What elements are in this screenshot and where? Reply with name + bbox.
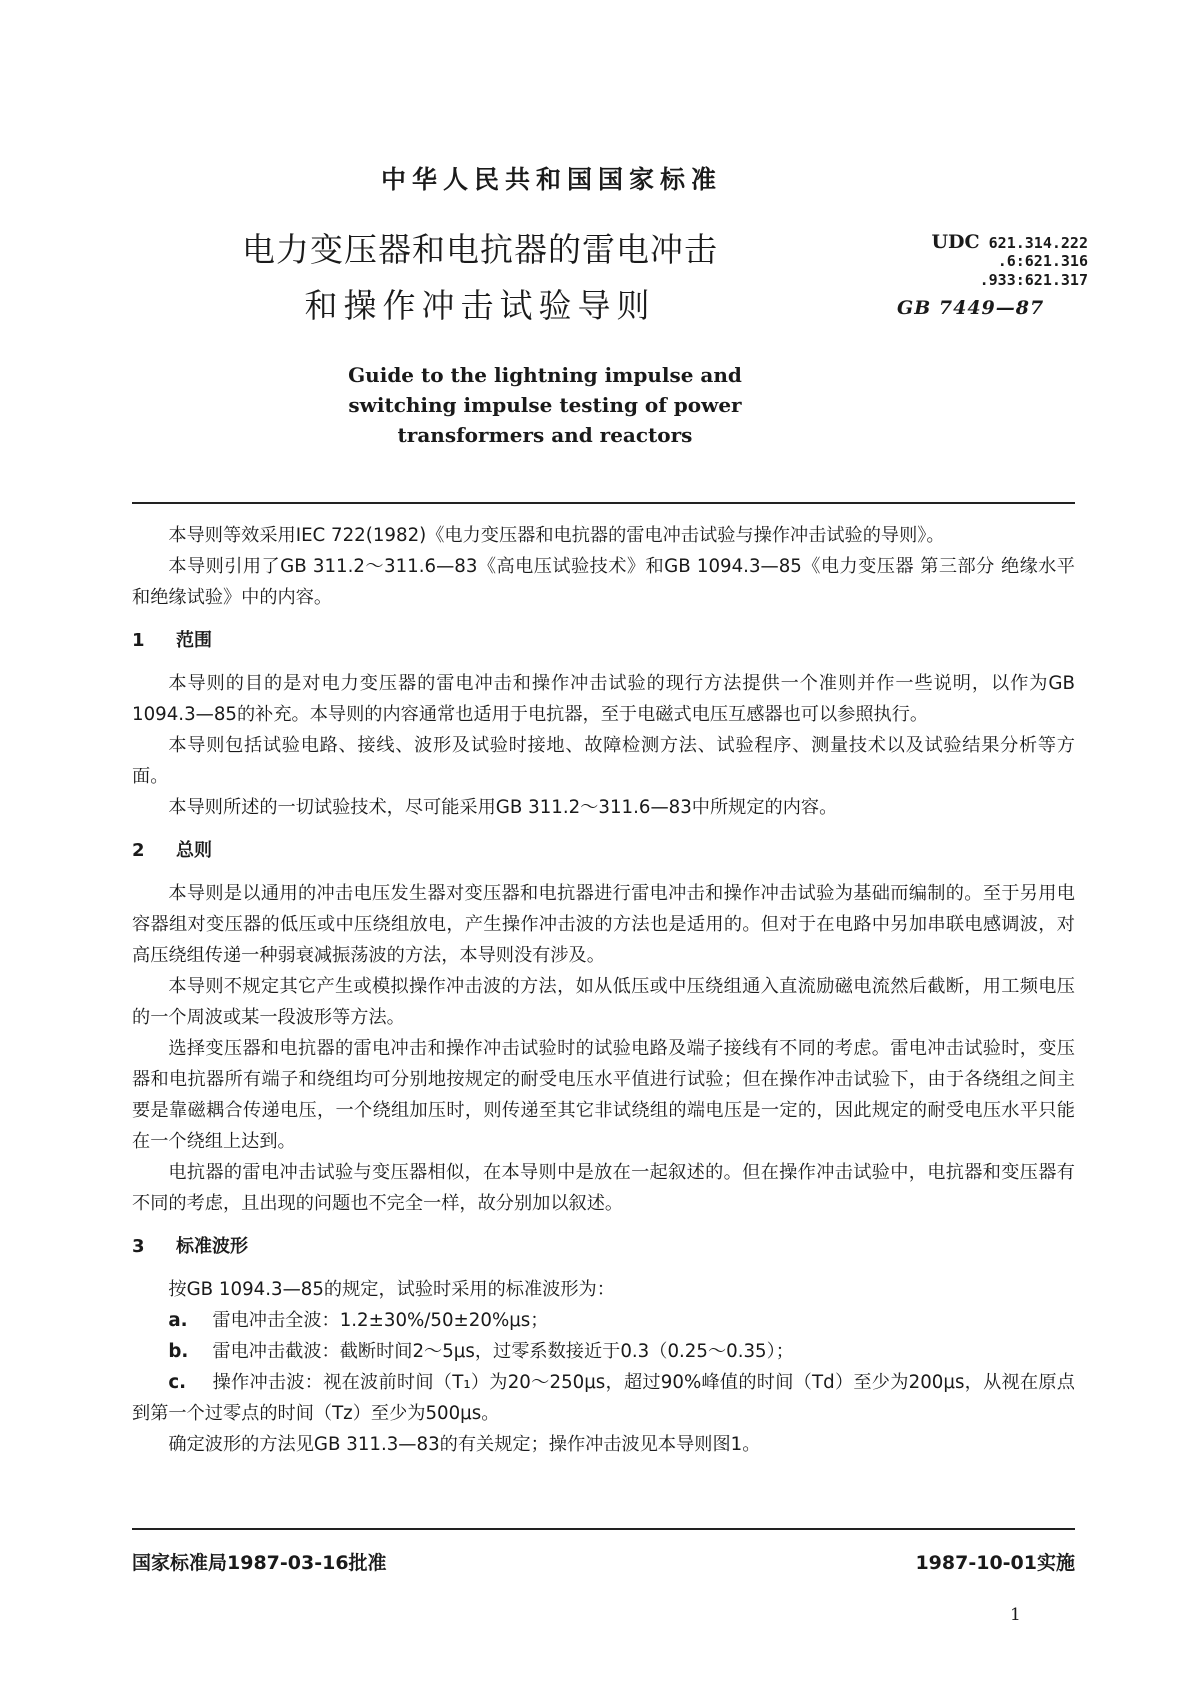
section2-paragraph-1: 本导则是以通用的冲击电压发生器对变压器和电抗器进行雷电冲击和操作冲击试验为基础而编制的。至于另用电容器组对变压器的低压或中压绕组放电，产生操作冲击波的方法也是适用的。但对于在电路中另加串联电感调波，对高压绕组传递一种弱衰减振荡波的方法，本导则没有涉及。 bbox=[132, 883, 1075, 966]
bottom-rule bbox=[132, 1528, 1075, 1530]
top-rule bbox=[132, 502, 1075, 504]
list-item-b: b. 雷电冲击截波：截断时间2～5μs，过零系数接近于0.3（0.25～0.35）； bbox=[168, 1341, 794, 1362]
gb-number: GB 7449—87 bbox=[897, 297, 1045, 319]
list-item-c: c. 操作冲击波：视在波前时间（T₁）为20～250μs，超过90%峰值的时间（Td）至少为200μs，从视在原点到第一个过零点的时间（Tz）至少为500μs。 bbox=[132, 1372, 1075, 1424]
section2-paragraph-4: 电抗器的雷电冲击试验与变压器相似，在本导则中是放在一起叙述的。但在操作冲击试验中，电抗器和变压器有不同的考虑，且出现的问题也不完全一样，故分别加以叙述。 bbox=[132, 1162, 1075, 1214]
section3-paragraph-1: 按GB 1094.3—85的规定，试验时采用的标准波形为： bbox=[168, 1279, 615, 1300]
udc-line1: 621.314.222 bbox=[988, 234, 1088, 252]
section1-paragraph-2: 本导则包括试验电路、接线、波形及试验时接地、故障检测方法、试验程序、测量技术以及试验结果分析等方面。 bbox=[132, 735, 1075, 787]
intro-paragraph-1: 本导则等效采用IEC 722(1982)《电力变压器和电抗器的雷电冲击试验与操作冲击试验的导则》。 bbox=[168, 525, 945, 546]
intro-paragraph-2: 本导则引用了GB 311.2～311.6—83《高电压试验技术》和GB 1094.3—85《电力变压器 第三部分 绝缘水平和绝缘试验》中的内容。 bbox=[132, 556, 1075, 608]
section3-paragraph-2: 确定波形的方法见GB 311.3—83的有关规定；操作冲击波见本导则图1。 bbox=[168, 1434, 761, 1455]
section-heading-2: 2 总则 bbox=[132, 840, 212, 861]
section-heading-3: 3 标准波形 bbox=[132, 1236, 248, 1257]
section1-paragraph-3: 本导则所述的一切试验技术，尽可能采用GB 311.2～311.6—83中所规定的内容。 bbox=[168, 797, 838, 818]
udc-line3: .933:621.317 bbox=[979, 271, 1088, 289]
section2-paragraph-2: 本导则不规定其它产生或模拟操作冲击波的方法，如从低压或中压绕组通入直流励磁电流然后截断，用工频电压的一个周波或某一段波形等方法。 bbox=[132, 976, 1075, 1028]
section1-paragraph-1: 本导则的目的是对电力变压器的雷电冲击和操作冲击试验的现行方法提供一个准则并作一些说明，以作为GB 1094.3—85的补充。本导则的内容通常也适用于电抗器，至于电磁式电压互感器也可以参照执行。 bbox=[132, 673, 1075, 725]
title-en-line3: transformers and reactors bbox=[397, 423, 693, 447]
effective-date: 1987-10-01实施 bbox=[915, 1552, 1075, 1574]
title-en-line1: Guide to the lightning impulse and bbox=[348, 363, 742, 387]
title-cn-line1: 电力变压器和电抗器的雷电冲击 bbox=[242, 230, 718, 269]
title-en-line2: switching impulse testing of power bbox=[348, 393, 742, 417]
title-cn-line2: 和操作冲击试验导则 bbox=[304, 286, 656, 325]
udc-line2: .6:621.316 bbox=[997, 252, 1088, 270]
section-heading-1: 1 范围 bbox=[132, 630, 212, 651]
udc-label: UDC bbox=[931, 231, 980, 253]
standard-header: 中华人民共和国国家标准 bbox=[380, 165, 722, 194]
page-number: 1 bbox=[1010, 1605, 1021, 1625]
list-item-a: a. 雷电冲击全波：1.2±30%/50±20%μs； bbox=[168, 1310, 549, 1331]
section2-paragraph-3: 选择变压器和电抗器的雷电冲击和操作冲击试验时的试验电路及端子接线有不同的考虑。雷电冲击试验时，变压器和电抗器所有端子和绕组均可分别地按规定的耐受电压水平值进行试验；但在操作冲击试验下，由于各绕组之间主要是靠磁耦合传递电压，一个绕组加压时，则传递至其它非试绕组的端电压是一定的，因此规定的耐受电压水平只能在一个绕组上达到。 bbox=[132, 1038, 1075, 1152]
title-en bbox=[280, 360, 810, 450]
approval-date: 国家标准局1987-03-16批准 bbox=[132, 1552, 387, 1574]
document-body bbox=[132, 520, 1075, 1460]
